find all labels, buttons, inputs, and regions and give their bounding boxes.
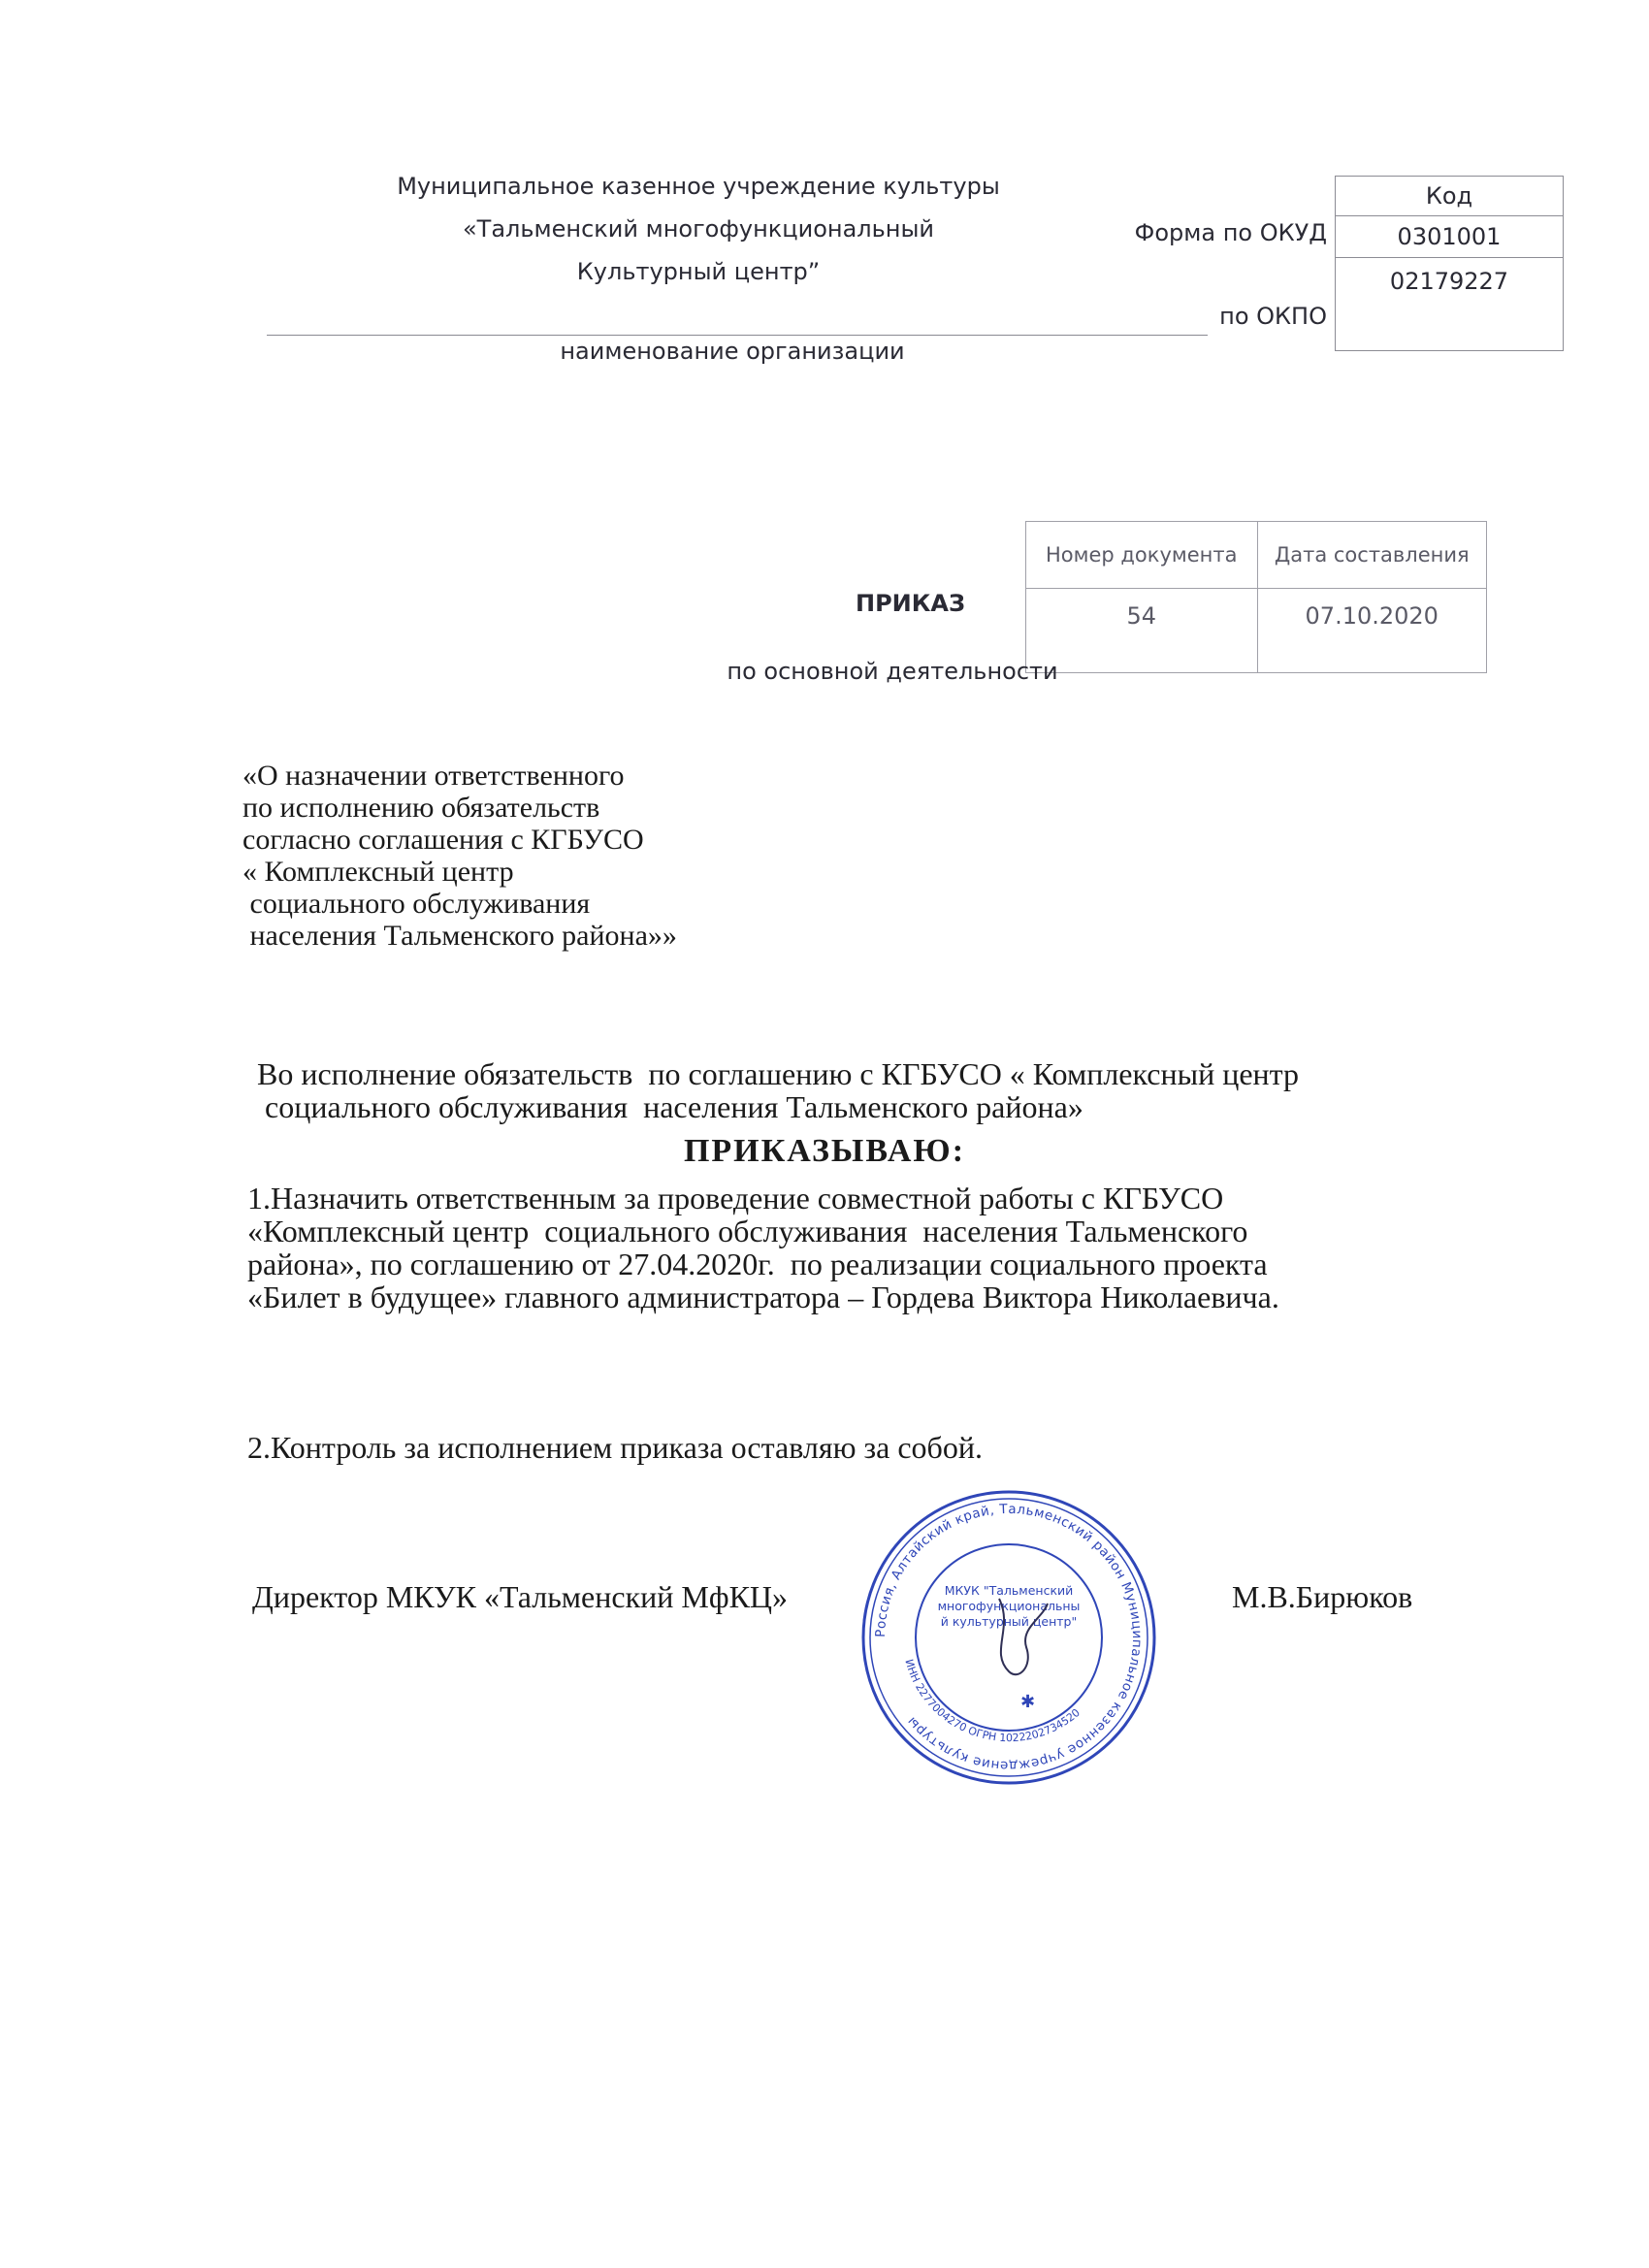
organization-name-line: Муниципальное казенное учреждение культуры xyxy=(397,173,1000,200)
official-seal xyxy=(854,1482,1164,1793)
okpo-label: по ОКПО xyxy=(1219,303,1327,330)
okud-label: Форма по ОКУД xyxy=(1134,219,1327,246)
document-date-header: Дата составления xyxy=(1257,522,1487,589)
document-type: ПРИКАЗ xyxy=(855,590,965,617)
document-subtitle: по основной деятельности xyxy=(727,658,1058,685)
codes-table xyxy=(1335,176,1564,351)
intro-paragraph: Во исполнение обязательств по соглашению с КГБУСО « Комплексный центр социального обслуживания населения Тальменского района» xyxy=(257,1056,1300,1124)
okud-value: 0301001 xyxy=(1336,216,1564,258)
order-heading: ПРИКАЗЫВАЮ: xyxy=(683,1133,966,1169)
document-number-table xyxy=(1025,521,1487,673)
order-subject: «О назначении ответственного по исполнению обязательств согласно соглашения с КГБУСО « Комплексный центр социального обслуживания населения Тальменского района»» xyxy=(242,760,677,952)
order-item-2: 2.Контроль за исполнением приказа оставляю за собой. xyxy=(247,1430,983,1465)
seal-bottom-text: ИНН 2277004270 ОГРН 1022202734520 xyxy=(902,1657,1083,1745)
seal-inner-text: МКУК "Тальменский многофункциональный культурный центр" xyxy=(937,1583,1081,1629)
document-number: 54 xyxy=(1026,589,1258,673)
organization-name-line: Культурный центр” xyxy=(576,258,821,285)
organization-caption: наименование организации xyxy=(560,338,905,365)
seal-outer-text: Россия, Алтайский край, Тальменский район Муниципальное казенное учреждение культуры xyxy=(872,1501,1146,1774)
organization-name-line: «Тальменский многофункциональный xyxy=(462,215,935,243)
okpo-value: 02179227 xyxy=(1336,258,1564,351)
document-number-header: Номер документа xyxy=(1026,522,1258,589)
organization-name xyxy=(320,165,1077,293)
codes-header: Код xyxy=(1336,177,1564,216)
organization-underline xyxy=(267,335,1208,336)
order-item-1: 1.Назначить ответственным за проведение совместной работы с КГБУСО «Комплексный центр социального обслуживания населения Тальменского района», по соглашению от 27.04.2020г. по реализации социального проекта «Билет в будущее» главного администратора – Гордева Виктора Николаевича. xyxy=(247,1181,1279,1314)
director-position: Директор МКУК «Тальменский МфКЦ» xyxy=(252,1579,789,1614)
director-name: М.В.Бирюков xyxy=(1232,1579,1413,1614)
document-date: 07.10.2020 xyxy=(1257,589,1487,673)
seal-star-icon: ✱ xyxy=(1020,1692,1036,1712)
